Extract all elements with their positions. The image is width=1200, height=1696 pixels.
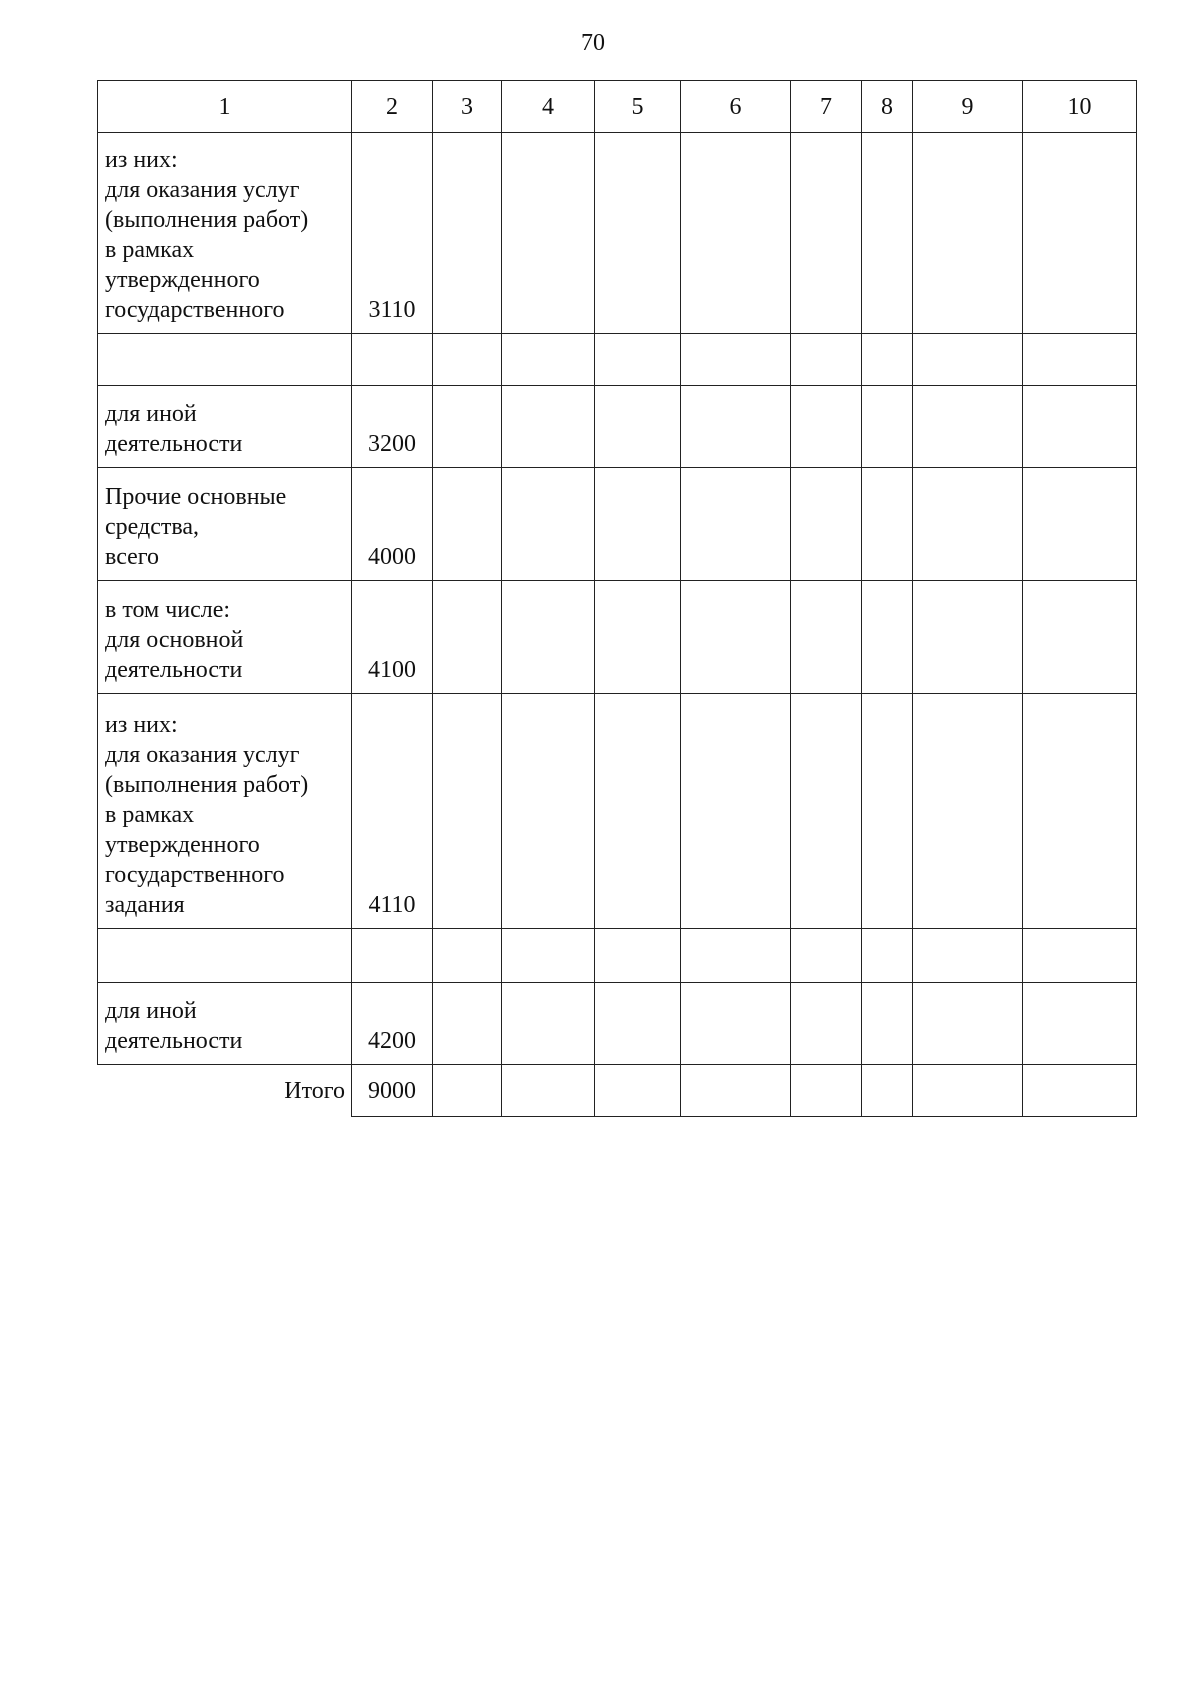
value-cell xyxy=(862,929,913,983)
value-cell xyxy=(502,133,595,334)
value-cell xyxy=(433,1065,502,1117)
row-label: в том числе: для основной деятельности xyxy=(98,581,352,694)
total-label: Итого xyxy=(284,1077,345,1104)
value-cell xyxy=(595,1065,681,1117)
value-cell xyxy=(681,581,791,694)
value-cell xyxy=(862,386,913,468)
value-cell xyxy=(913,468,1023,581)
value-cell xyxy=(1023,133,1137,334)
value-cell xyxy=(681,1065,791,1117)
value-cell xyxy=(791,468,862,581)
table-row xyxy=(98,694,1137,929)
table-row xyxy=(98,929,1137,983)
value-cell xyxy=(595,386,681,468)
value-cell xyxy=(913,581,1023,694)
value-cell xyxy=(681,468,791,581)
total-row xyxy=(98,1065,1137,1117)
header-cell: 2 xyxy=(352,81,433,133)
value-cell xyxy=(862,334,913,386)
value-cell xyxy=(791,929,862,983)
value-cell xyxy=(1023,334,1137,386)
value-cell xyxy=(1023,386,1137,468)
table-row xyxy=(98,133,1137,334)
value-cell xyxy=(1023,694,1137,929)
value-cell xyxy=(1023,1065,1137,1117)
value-cell xyxy=(433,468,502,581)
row-code: 3110 xyxy=(352,133,433,334)
value-cell xyxy=(791,694,862,929)
row-label xyxy=(98,334,352,386)
value-cell xyxy=(862,983,913,1065)
row-label xyxy=(98,929,352,983)
value-cell xyxy=(862,694,913,929)
row-code: 3200 xyxy=(352,386,433,468)
row-code: 4200 xyxy=(352,983,433,1065)
row-label: из них: для оказания услуг (выполнения работ) в рамках утвержденного государственного задания xyxy=(98,694,352,929)
value-cell xyxy=(502,983,595,1065)
header-cell: 1 xyxy=(98,81,352,133)
value-cell xyxy=(862,581,913,694)
table-row xyxy=(98,468,1137,581)
value-cell xyxy=(681,386,791,468)
header-cell: 3 xyxy=(433,81,502,133)
value-cell xyxy=(433,133,502,334)
header-cell: 5 xyxy=(595,81,681,133)
header-cell: 9 xyxy=(913,81,1023,133)
value-cell xyxy=(433,983,502,1065)
header-cell: 7 xyxy=(791,81,862,133)
value-cell xyxy=(502,929,595,983)
header-cell: 10 xyxy=(1023,81,1137,133)
value-cell xyxy=(862,133,913,334)
value-cell xyxy=(913,983,1023,1065)
header-cell: 6 xyxy=(681,81,791,133)
value-cell xyxy=(502,334,595,386)
row-label: Прочие основные средства, всего xyxy=(98,468,352,581)
value-cell xyxy=(913,1065,1023,1117)
value-cell xyxy=(681,929,791,983)
row-label: для иной деятельности xyxy=(98,983,352,1065)
value-cell xyxy=(791,386,862,468)
value-cell xyxy=(595,581,681,694)
value-cell xyxy=(595,133,681,334)
row-label: для иной деятельности xyxy=(98,386,352,468)
value-cell xyxy=(433,694,502,929)
value-cell xyxy=(502,468,595,581)
value-cell xyxy=(1023,581,1137,694)
value-cell xyxy=(913,386,1023,468)
value-cell xyxy=(1023,929,1137,983)
row-code: 4110 xyxy=(352,694,433,929)
value-cell xyxy=(502,386,595,468)
value-cell xyxy=(913,694,1023,929)
page-number: 70 xyxy=(581,30,605,56)
value-cell xyxy=(433,581,502,694)
value-cell xyxy=(1023,468,1137,581)
header-cell: 8 xyxy=(862,81,913,133)
value-cell xyxy=(681,694,791,929)
value-cell xyxy=(502,1065,595,1117)
value-cell xyxy=(1023,983,1137,1065)
value-cell xyxy=(595,694,681,929)
value-cell xyxy=(502,581,595,694)
row-code: 4000 xyxy=(352,468,433,581)
value-cell xyxy=(681,133,791,334)
value-cell xyxy=(913,929,1023,983)
value-cell xyxy=(913,334,1023,386)
value-cell xyxy=(433,334,502,386)
table-row xyxy=(98,581,1137,694)
table-row xyxy=(98,983,1137,1065)
value-cell xyxy=(595,929,681,983)
report-table xyxy=(97,80,1137,1117)
table-row xyxy=(98,334,1137,386)
value-cell xyxy=(913,133,1023,334)
value-cell xyxy=(595,468,681,581)
value-cell xyxy=(595,983,681,1065)
value-cell xyxy=(681,983,791,1065)
value-cell xyxy=(791,1065,862,1117)
value-cell xyxy=(433,386,502,468)
value-cell xyxy=(791,133,862,334)
header-row xyxy=(98,81,1137,133)
row-code xyxy=(352,929,433,983)
value-cell xyxy=(433,929,502,983)
value-cell xyxy=(791,581,862,694)
total-code: 9000 xyxy=(352,1065,433,1117)
row-code: 4100 xyxy=(352,581,433,694)
table-row xyxy=(98,386,1137,468)
value-cell xyxy=(862,1065,913,1117)
value-cell xyxy=(595,334,681,386)
value-cell xyxy=(502,694,595,929)
value-cell xyxy=(791,334,862,386)
row-label: из них: для оказания услуг (выполнения работ) в рамках утвержденного государственного xyxy=(98,133,352,334)
header-cell: 4 xyxy=(502,81,595,133)
value-cell xyxy=(862,468,913,581)
value-cell xyxy=(681,334,791,386)
value-cell xyxy=(791,983,862,1065)
row-code xyxy=(352,334,433,386)
